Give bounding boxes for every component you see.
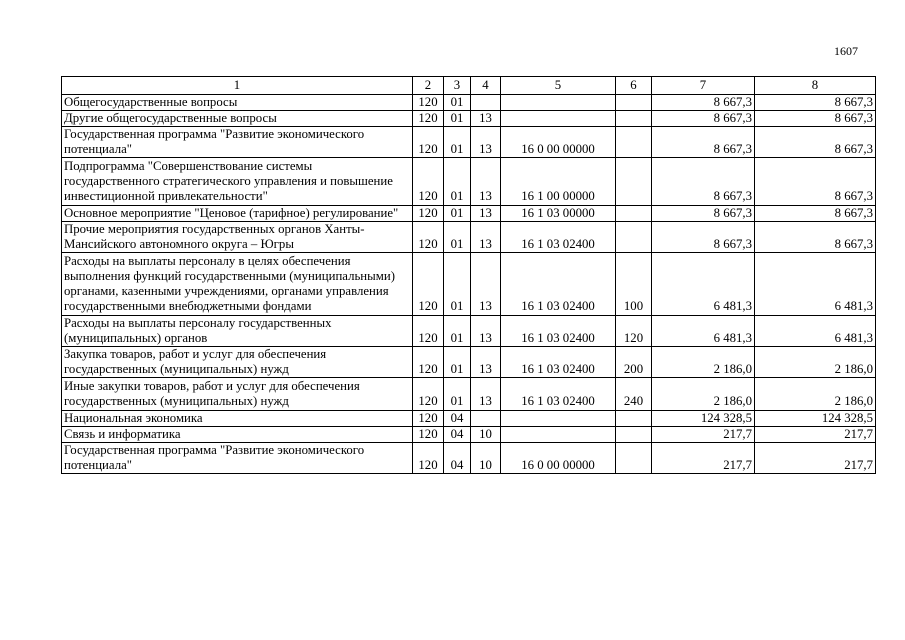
cell-podrazdel: 13 [471, 111, 501, 127]
cell-razdel: 01 [444, 206, 471, 222]
cell-target-article [501, 111, 616, 127]
column-header: 7 [652, 77, 755, 95]
cell-razdel: 01 [444, 347, 471, 378]
cell-expense-type [616, 206, 652, 222]
cell-amount-2: 8 667,3 [755, 95, 876, 111]
row-name: Национальная экономика [62, 411, 413, 427]
cell-expense-type [616, 111, 652, 127]
cell-amount-2: 8 667,3 [755, 111, 876, 127]
table-row [62, 443, 876, 474]
table-header-row [62, 77, 876, 95]
cell-podrazdel: 10 [471, 427, 501, 443]
cell-amount-2: 8 667,3 [755, 206, 876, 222]
cell-glava: 120 [413, 111, 444, 127]
cell-amount-1: 8 667,3 [652, 111, 755, 127]
cell-target-article [501, 427, 616, 443]
row-name: Иные закупки товаров, работ и услуг для обеспечения государственных (муниципальных) нужд [62, 378, 413, 411]
cell-amount-1: 8 667,3 [652, 127, 755, 158]
column-header: 4 [471, 77, 501, 95]
cell-podrazdel: 13 [471, 222, 501, 253]
cell-podrazdel [471, 95, 501, 111]
cell-expense-type [616, 443, 652, 474]
cell-podrazdel: 13 [471, 127, 501, 158]
cell-razdel: 01 [444, 158, 471, 206]
cell-glava: 120 [413, 158, 444, 206]
cell-amount-1: 6 481,3 [652, 316, 755, 347]
column-header: 8 [755, 77, 876, 95]
cell-glava: 120 [413, 222, 444, 253]
row-name: Закупка товаров, работ и услуг для обеспечения государственных (муниципальных) нужд [62, 347, 413, 378]
cell-amount-1: 124 328,5 [652, 411, 755, 427]
cell-podrazdel [471, 411, 501, 427]
table-row [62, 427, 876, 443]
cell-amount-1: 8 667,3 [652, 206, 755, 222]
row-name: Государственная программа "Развитие экономического потенциала" [62, 443, 413, 474]
cell-razdel: 04 [444, 443, 471, 474]
cell-expense-type [616, 222, 652, 253]
table-row [62, 411, 876, 427]
cell-target-article: 16 1 03 00000 [501, 206, 616, 222]
row-name: Общегосударственные вопросы [62, 95, 413, 111]
cell-amount-1: 2 186,0 [652, 347, 755, 378]
cell-glava: 120 [413, 427, 444, 443]
cell-target-article: 16 1 03 02400 [501, 316, 616, 347]
cell-target-article [501, 95, 616, 111]
column-header: 1 [62, 77, 413, 95]
cell-glava: 120 [413, 253, 444, 316]
cell-target-article: 16 1 00 00000 [501, 158, 616, 206]
cell-razdel: 01 [444, 253, 471, 316]
table-row [62, 253, 876, 316]
cell-glava: 120 [413, 443, 444, 474]
cell-amount-1: 8 667,3 [652, 158, 755, 206]
budget-table [61, 76, 876, 474]
cell-razdel: 04 [444, 411, 471, 427]
cell-glava: 120 [413, 316, 444, 347]
cell-expense-type: 120 [616, 316, 652, 347]
column-header: 6 [616, 77, 652, 95]
cell-amount-1: 217,7 [652, 443, 755, 474]
cell-amount-2: 124 328,5 [755, 411, 876, 427]
table-row [62, 316, 876, 347]
table-row [62, 206, 876, 222]
cell-podrazdel: 13 [471, 253, 501, 316]
row-name: Расходы на выплаты персоналу государственных (муниципальных) органов [62, 316, 413, 347]
cell-razdel: 01 [444, 127, 471, 158]
table-row [62, 222, 876, 253]
cell-amount-1: 8 667,3 [652, 222, 755, 253]
cell-podrazdel: 13 [471, 347, 501, 378]
cell-glava: 120 [413, 347, 444, 378]
cell-target-article: 16 1 03 02400 [501, 347, 616, 378]
cell-target-article: 16 1 03 02400 [501, 253, 616, 316]
cell-expense-type [616, 95, 652, 111]
cell-podrazdel: 10 [471, 443, 501, 474]
cell-expense-type [616, 158, 652, 206]
table-row [62, 347, 876, 378]
cell-amount-2: 8 667,3 [755, 158, 876, 206]
cell-target-article: 16 1 03 02400 [501, 378, 616, 411]
cell-target-article [501, 411, 616, 427]
cell-expense-type [616, 127, 652, 158]
cell-amount-2: 217,7 [755, 443, 876, 474]
cell-razdel: 04 [444, 427, 471, 443]
cell-razdel: 01 [444, 316, 471, 347]
cell-amount-2: 8 667,3 [755, 127, 876, 158]
table-row [62, 158, 876, 206]
cell-amount-2: 8 667,3 [755, 222, 876, 253]
cell-expense-type: 200 [616, 347, 652, 378]
cell-expense-type [616, 411, 652, 427]
cell-expense-type: 100 [616, 253, 652, 316]
row-name: Подпрограмма "Совершенствование системы государственного стратегического управления и повышение инвестиционной привлекательности" [62, 158, 413, 206]
cell-amount-1: 217,7 [652, 427, 755, 443]
cell-podrazdel: 13 [471, 206, 501, 222]
cell-podrazdel: 13 [471, 378, 501, 411]
cell-glava: 120 [413, 411, 444, 427]
row-name: Связь и информатика [62, 427, 413, 443]
cell-amount-1: 6 481,3 [652, 253, 755, 316]
cell-amount-2: 6 481,3 [755, 253, 876, 316]
row-name: Основное мероприятие "Ценовое (тарифное) регулирование" [62, 206, 413, 222]
cell-razdel: 01 [444, 111, 471, 127]
cell-glava: 120 [413, 127, 444, 158]
cell-glava: 120 [413, 95, 444, 111]
cell-target-article: 16 0 00 00000 [501, 127, 616, 158]
table-row [62, 111, 876, 127]
table-row [62, 95, 876, 111]
cell-razdel: 01 [444, 378, 471, 411]
cell-amount-2: 2 186,0 [755, 378, 876, 411]
cell-amount-2: 217,7 [755, 427, 876, 443]
cell-amount-2: 6 481,3 [755, 316, 876, 347]
row-name: Другие общегосударственные вопросы [62, 111, 413, 127]
cell-expense-type: 240 [616, 378, 652, 411]
cell-amount-1: 8 667,3 [652, 95, 755, 111]
cell-expense-type [616, 427, 652, 443]
page-number: 1607 [834, 44, 858, 58]
cell-amount-1: 2 186,0 [652, 378, 755, 411]
cell-glava: 120 [413, 206, 444, 222]
cell-razdel: 01 [444, 95, 471, 111]
column-header: 2 [413, 77, 444, 95]
column-header: 5 [501, 77, 616, 95]
row-name: Расходы на выплаты персоналу в целях обеспечения выполнения функций государственными (муниципальными) органами, казенными учреждениями, органами управления государственными внебюджетными фондами [62, 253, 413, 316]
cell-amount-2: 2 186,0 [755, 347, 876, 378]
cell-podrazdel: 13 [471, 158, 501, 206]
table-row [62, 127, 876, 158]
cell-podrazdel: 13 [471, 316, 501, 347]
column-header: 3 [444, 77, 471, 95]
cell-glava: 120 [413, 378, 444, 411]
row-name: Прочие мероприятия государственных органов Ханты-Мансийского автономного округа – Югры [62, 222, 413, 253]
cell-target-article: 16 1 03 02400 [501, 222, 616, 253]
table-row [62, 378, 876, 411]
cell-target-article: 16 0 00 00000 [501, 443, 616, 474]
cell-razdel: 01 [444, 222, 471, 253]
row-name: Государственная программа "Развитие экономического потенциала" [62, 127, 413, 158]
